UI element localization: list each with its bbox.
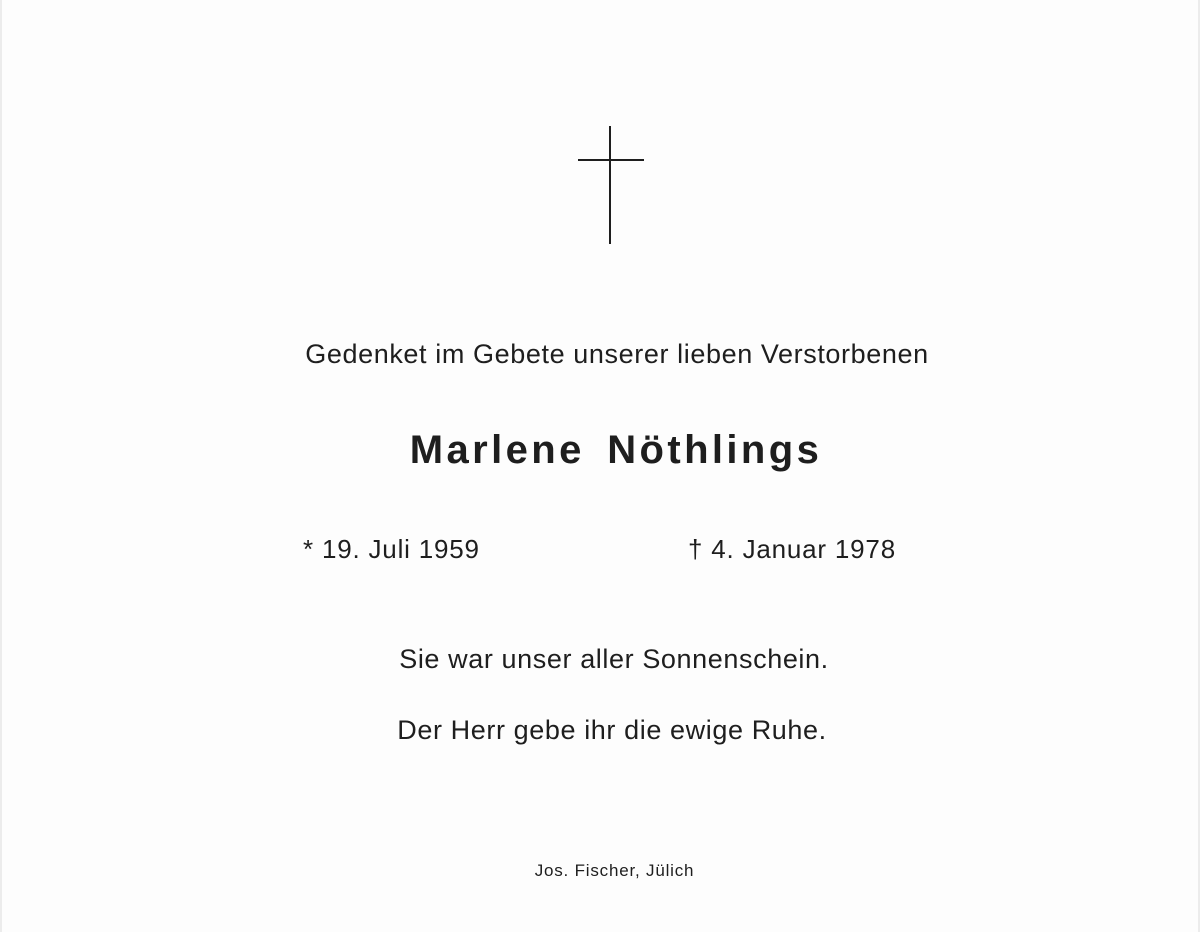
- intro-text: Gedenket im Gebete unserer lieben Verstorbenen: [305, 339, 929, 369]
- cross-icon: [576, 126, 646, 244]
- memorial-line-1: Sie war unser aller Sonnenschein.: [399, 644, 829, 674]
- memorial-line-2: Der Herr gebe ihr die ewige Ruhe.: [397, 715, 827, 745]
- printer-imprint: Jos. Fischer, Jülich: [534, 861, 695, 880]
- death-date: † 4. Januar 1978: [688, 534, 896, 564]
- birth-date: * 19. Juli 1959: [303, 534, 480, 564]
- deceased-name: Marlene Nöthlings: [409, 428, 823, 472]
